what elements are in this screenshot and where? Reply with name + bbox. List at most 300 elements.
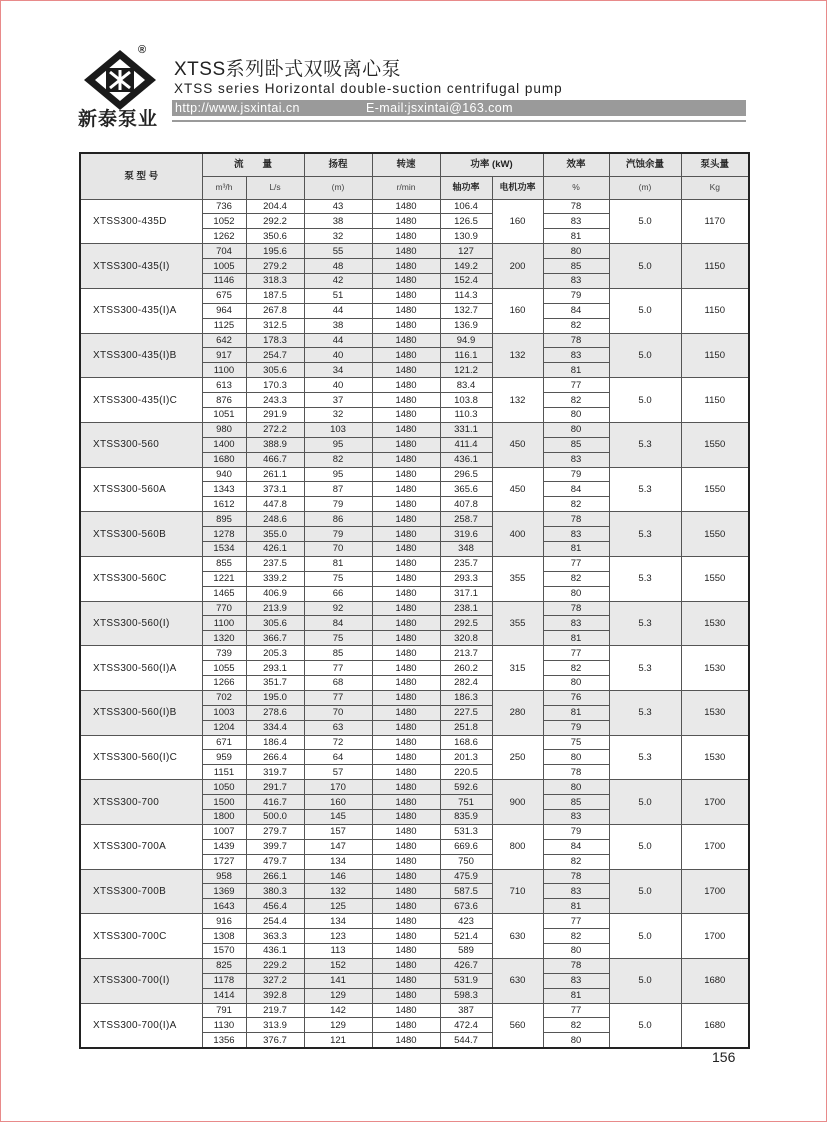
cell-flow-m3h: 876 xyxy=(202,393,246,408)
cell-speed: 1480 xyxy=(372,988,440,1003)
cell-speed: 1480 xyxy=(372,869,440,884)
table-row xyxy=(80,199,749,214)
cell-speed: 1480 xyxy=(372,616,440,631)
table-row xyxy=(80,824,749,839)
cell-speed: 1480 xyxy=(372,631,440,646)
cell-flow-ls: 178.3 xyxy=(246,333,304,348)
cell-flow-ls: 305.6 xyxy=(246,363,304,378)
unit-weight: Kg xyxy=(681,176,749,199)
cell-model: XTSS300-700(Ⅰ)A xyxy=(80,1003,202,1048)
cell-flow-m3h: 642 xyxy=(202,333,246,348)
cell-weight: 1150 xyxy=(681,378,749,423)
cell-shaft-power: 103.8 xyxy=(440,393,492,408)
cell-efficiency: 80 xyxy=(543,676,609,691)
cell-motor-power: 900 xyxy=(492,780,543,825)
cell-shaft-power: 114.3 xyxy=(440,288,492,303)
cell-speed: 1480 xyxy=(372,333,440,348)
cell-head: 70 xyxy=(304,541,372,556)
cell-shaft-power: 750 xyxy=(440,854,492,869)
cell-efficiency: 85 xyxy=(543,259,609,274)
cell-efficiency: 83 xyxy=(543,527,609,542)
cell-flow-m3h: 964 xyxy=(202,303,246,318)
cell-speed: 1480 xyxy=(372,467,440,482)
table-row xyxy=(80,556,749,571)
cell-shaft-power: 331.1 xyxy=(440,422,492,437)
cell-npsh: 5.0 xyxy=(609,333,681,378)
cell-efficiency: 78 xyxy=(543,958,609,973)
cell-head: 160 xyxy=(304,795,372,810)
cell-npsh: 5.3 xyxy=(609,735,681,780)
cell-speed: 1480 xyxy=(372,393,440,408)
cell-speed: 1480 xyxy=(372,720,440,735)
cell-model: XTSS300-435(Ⅰ)C xyxy=(80,378,202,423)
cell-flow-ls: 351.7 xyxy=(246,676,304,691)
cell-weight: 1680 xyxy=(681,958,749,1003)
cell-shaft-power: 319.6 xyxy=(440,527,492,542)
table-row xyxy=(80,735,749,750)
unit-shaft-power: 轴功率 xyxy=(440,176,492,199)
cell-efficiency: 82 xyxy=(543,571,609,586)
cell-head: 152 xyxy=(304,958,372,973)
cell-flow-m3h: 1204 xyxy=(202,720,246,735)
table-row xyxy=(80,378,749,393)
cell-efficiency: 78 xyxy=(543,869,609,884)
cell-npsh: 5.3 xyxy=(609,512,681,557)
cell-efficiency: 84 xyxy=(543,303,609,318)
cell-efficiency: 80 xyxy=(543,244,609,259)
cell-flow-m3h: 1178 xyxy=(202,973,246,988)
cell-efficiency: 77 xyxy=(543,646,609,661)
cell-head: 43 xyxy=(304,199,372,214)
cell-head: 68 xyxy=(304,676,372,691)
cell-efficiency: 84 xyxy=(543,482,609,497)
cell-weight: 1550 xyxy=(681,556,749,601)
cell-head: 103 xyxy=(304,422,372,437)
cell-shaft-power: 121.2 xyxy=(440,363,492,378)
cell-head: 48 xyxy=(304,259,372,274)
cell-flow-m3h: 1003 xyxy=(202,705,246,720)
cell-speed: 1480 xyxy=(372,497,440,512)
cell-head: 129 xyxy=(304,988,372,1003)
cell-efficiency: 78 xyxy=(543,601,609,616)
cell-weight: 1150 xyxy=(681,288,749,333)
cell-flow-m3h: 958 xyxy=(202,869,246,884)
cell-speed: 1480 xyxy=(372,378,440,393)
cell-npsh: 5.3 xyxy=(609,601,681,646)
brand-name: 新泰泵业 xyxy=(78,109,159,130)
cell-flow-ls: 204.4 xyxy=(246,199,304,214)
cell-head: 70 xyxy=(304,705,372,720)
cell-shaft-power: 260.2 xyxy=(440,661,492,676)
cell-flow-m3h: 1221 xyxy=(202,571,246,586)
cell-head: 170 xyxy=(304,780,372,795)
cell-head: 79 xyxy=(304,527,372,542)
cell-efficiency: 81 xyxy=(543,988,609,1003)
cell-motor-power: 160 xyxy=(492,199,543,244)
cell-weight: 1550 xyxy=(681,512,749,557)
cell-head: 113 xyxy=(304,944,372,959)
cell-shaft-power: 531.9 xyxy=(440,973,492,988)
cell-speed: 1480 xyxy=(372,839,440,854)
cell-motor-power: 132 xyxy=(492,333,543,378)
cell-efficiency: 83 xyxy=(543,273,609,288)
table-row xyxy=(80,914,749,929)
cell-model: XTSS300-700A xyxy=(80,824,202,869)
cell-efficiency: 85 xyxy=(543,437,609,452)
cell-head: 79 xyxy=(304,497,372,512)
cell-model: XTSS300-560 xyxy=(80,422,202,467)
cell-efficiency: 81 xyxy=(543,229,609,244)
cell-head: 44 xyxy=(304,303,372,318)
cell-shaft-power: 673.6 xyxy=(440,899,492,914)
cell-head: 51 xyxy=(304,288,372,303)
cell-flow-ls: 312.5 xyxy=(246,318,304,333)
cell-flow-m3h: 1612 xyxy=(202,497,246,512)
cell-model: XTSS300-700 xyxy=(80,780,202,825)
cell-shaft-power: 387 xyxy=(440,1003,492,1018)
cell-shaft-power: 213.7 xyxy=(440,646,492,661)
cell-flow-ls: 279.2 xyxy=(246,259,304,274)
cell-speed: 1480 xyxy=(372,810,440,825)
cell-speed: 1480 xyxy=(372,899,440,914)
table-row xyxy=(80,869,749,884)
cell-shaft-power: 130.9 xyxy=(440,229,492,244)
cell-head: 66 xyxy=(304,586,372,601)
cell-efficiency: 85 xyxy=(543,795,609,810)
cell-flow-ls: 388.9 xyxy=(246,437,304,452)
cell-npsh: 5.0 xyxy=(609,824,681,869)
header-speed: 转速 xyxy=(372,153,440,176)
cell-flow-m3h: 1570 xyxy=(202,944,246,959)
cell-speed: 1480 xyxy=(372,929,440,944)
cell-efficiency: 79 xyxy=(543,720,609,735)
cell-motor-power: 355 xyxy=(492,556,543,601)
cell-flow-m3h: 980 xyxy=(202,422,246,437)
cell-flow-ls: 266.1 xyxy=(246,869,304,884)
cell-flow-ls: 278.6 xyxy=(246,705,304,720)
cell-model: XTSS300-560(Ⅰ)A xyxy=(80,646,202,691)
cell-head: 82 xyxy=(304,452,372,467)
cell-flow-m3h: 1800 xyxy=(202,810,246,825)
cell-head: 34 xyxy=(304,363,372,378)
cell-weight: 1530 xyxy=(681,690,749,735)
cell-flow-m3h: 1130 xyxy=(202,1018,246,1033)
cell-flow-ls: 243.3 xyxy=(246,393,304,408)
cell-flow-ls: 406.9 xyxy=(246,586,304,601)
cell-flow-m3h: 675 xyxy=(202,288,246,303)
cell-weight: 1700 xyxy=(681,780,749,825)
cell-flow-m3h: 1500 xyxy=(202,795,246,810)
cell-head: 38 xyxy=(304,214,372,229)
cell-flow-m3h: 825 xyxy=(202,958,246,973)
cell-motor-power: 200 xyxy=(492,244,543,289)
cell-efficiency: 83 xyxy=(543,214,609,229)
cell-head: 55 xyxy=(304,244,372,259)
cell-speed: 1480 xyxy=(372,705,440,720)
cell-flow-ls: 318.3 xyxy=(246,273,304,288)
cell-speed: 1480 xyxy=(372,452,440,467)
cell-model: XTSS300-700C xyxy=(80,914,202,959)
cell-flow-m3h: 917 xyxy=(202,348,246,363)
email-link[interactable]: E-mail:jsxintai@163.com xyxy=(366,101,513,115)
cell-head: 40 xyxy=(304,348,372,363)
cell-efficiency: 83 xyxy=(543,452,609,467)
unit-npsh: (m) xyxy=(609,176,681,199)
cell-flow-ls: 291.7 xyxy=(246,780,304,795)
table-row xyxy=(80,646,749,661)
cell-flow-ls: 187.5 xyxy=(246,288,304,303)
cell-speed: 1480 xyxy=(372,586,440,601)
table-row xyxy=(80,512,749,527)
website-link[interactable]: http://www.jsxintai.cn xyxy=(175,101,300,115)
cell-flow-ls: 313.9 xyxy=(246,1018,304,1033)
cell-shaft-power: 531.3 xyxy=(440,824,492,839)
cell-flow-m3h: 1343 xyxy=(202,482,246,497)
cell-npsh: 5.3 xyxy=(609,556,681,601)
header-divider xyxy=(172,120,746,122)
cell-head: 84 xyxy=(304,616,372,631)
cell-flow-m3h: 940 xyxy=(202,467,246,482)
cell-head: 38 xyxy=(304,318,372,333)
cell-flow-m3h: 1278 xyxy=(202,527,246,542)
cell-shaft-power: 426.7 xyxy=(440,958,492,973)
cell-efficiency: 81 xyxy=(543,541,609,556)
cell-shaft-power: 152.4 xyxy=(440,273,492,288)
cell-efficiency: 82 xyxy=(543,929,609,944)
cell-efficiency: 83 xyxy=(543,884,609,899)
cell-speed: 1480 xyxy=(372,318,440,333)
cell-npsh: 5.0 xyxy=(609,958,681,1003)
cell-model: XTSS300-560(Ⅰ)C xyxy=(80,735,202,780)
cell-head: 77 xyxy=(304,661,372,676)
cell-head: 134 xyxy=(304,914,372,929)
cell-flow-m3h: 1356 xyxy=(202,1033,246,1048)
cell-speed: 1480 xyxy=(372,214,440,229)
cell-efficiency: 75 xyxy=(543,735,609,750)
cell-motor-power: 630 xyxy=(492,914,543,959)
cell-head: 42 xyxy=(304,273,372,288)
cell-motor-power: 800 xyxy=(492,824,543,869)
cell-head: 95 xyxy=(304,437,372,452)
cell-shaft-power: 587.5 xyxy=(440,884,492,899)
cell-shaft-power: 227.5 xyxy=(440,705,492,720)
cell-shaft-power: 751 xyxy=(440,795,492,810)
page-number: 156 xyxy=(712,1049,736,1065)
cell-shaft-power: 411.4 xyxy=(440,437,492,452)
cell-head: 146 xyxy=(304,869,372,884)
cell-flow-m3h: 1262 xyxy=(202,229,246,244)
cell-speed: 1480 xyxy=(372,482,440,497)
cell-speed: 1480 xyxy=(372,1033,440,1048)
cell-head: 125 xyxy=(304,899,372,914)
cell-shaft-power: 407.8 xyxy=(440,497,492,512)
cell-efficiency: 83 xyxy=(543,616,609,631)
cell-flow-ls: 291.9 xyxy=(246,407,304,422)
cell-speed: 1480 xyxy=(372,512,440,527)
cell-weight: 1550 xyxy=(681,467,749,512)
cell-flow-ls: 380.3 xyxy=(246,884,304,899)
header-efficiency: 效率 xyxy=(543,153,609,176)
cell-flow-m3h: 791 xyxy=(202,1003,246,1018)
cell-flow-m3h: 1266 xyxy=(202,676,246,691)
cell-flow-ls: 456.4 xyxy=(246,899,304,914)
cell-npsh: 5.0 xyxy=(609,378,681,423)
cell-speed: 1480 xyxy=(372,795,440,810)
cell-flow-ls: 254.4 xyxy=(246,914,304,929)
cell-shaft-power: 293.3 xyxy=(440,571,492,586)
cell-efficiency: 77 xyxy=(543,1003,609,1018)
cell-flow-ls: 466.7 xyxy=(246,452,304,467)
cell-flow-ls: 339.2 xyxy=(246,571,304,586)
cell-efficiency: 81 xyxy=(543,705,609,720)
cell-speed: 1480 xyxy=(372,363,440,378)
cell-flow-m3h: 1414 xyxy=(202,988,246,1003)
cell-flow-m3h: 1308 xyxy=(202,929,246,944)
cell-flow-ls: 195.6 xyxy=(246,244,304,259)
cell-speed: 1480 xyxy=(372,601,440,616)
cell-flow-m3h: 1125 xyxy=(202,318,246,333)
cell-flow-ls: 205.3 xyxy=(246,646,304,661)
cell-efficiency: 81 xyxy=(543,899,609,914)
cell-head: 44 xyxy=(304,333,372,348)
table-row xyxy=(80,333,749,348)
header-npsh: 汽蚀余量 xyxy=(609,153,681,176)
cell-model: XTSS300-435(Ⅰ)B xyxy=(80,333,202,378)
cell-head: 75 xyxy=(304,571,372,586)
cell-efficiency: 81 xyxy=(543,631,609,646)
header-flow: 流 量 xyxy=(202,153,304,176)
cell-head: 134 xyxy=(304,854,372,869)
cell-flow-m3h: 1400 xyxy=(202,437,246,452)
cell-speed: 1480 xyxy=(372,661,440,676)
cell-efficiency: 82 xyxy=(543,393,609,408)
unit-efficiency: % xyxy=(543,176,609,199)
cell-flow-m3h: 1439 xyxy=(202,839,246,854)
cell-flow-ls: 327.2 xyxy=(246,973,304,988)
cell-efficiency: 82 xyxy=(543,1018,609,1033)
cell-efficiency: 80 xyxy=(543,586,609,601)
cell-efficiency: 83 xyxy=(543,810,609,825)
cell-speed: 1480 xyxy=(372,303,440,318)
cell-motor-power: 450 xyxy=(492,467,543,512)
cell-efficiency: 77 xyxy=(543,556,609,571)
registered-mark: ® xyxy=(138,44,147,56)
cell-head: 132 xyxy=(304,884,372,899)
unit-motor-power: 电机功率 xyxy=(492,176,543,199)
table-body xyxy=(80,199,749,1048)
cell-speed: 1480 xyxy=(372,199,440,214)
cell-flow-m3h: 1680 xyxy=(202,452,246,467)
cell-shaft-power: 592.6 xyxy=(440,780,492,795)
cell-flow-ls: 366.7 xyxy=(246,631,304,646)
cell-flow-ls: 426.1 xyxy=(246,541,304,556)
cell-flow-m3h: 959 xyxy=(202,750,246,765)
cell-shaft-power: 83.4 xyxy=(440,378,492,393)
cell-speed: 1480 xyxy=(372,1003,440,1018)
cell-flow-m3h: 916 xyxy=(202,914,246,929)
cell-speed: 1480 xyxy=(372,750,440,765)
cell-weight: 1150 xyxy=(681,244,749,289)
cell-flow-m3h: 1100 xyxy=(202,363,246,378)
cell-shaft-power: 835.9 xyxy=(440,810,492,825)
cell-shaft-power: 589 xyxy=(440,944,492,959)
cell-shaft-power: 669.6 xyxy=(440,839,492,854)
cell-flow-m3h: 895 xyxy=(202,512,246,527)
cell-shaft-power: 521.4 xyxy=(440,929,492,944)
cell-speed: 1480 xyxy=(372,884,440,899)
cell-flow-ls: 279.7 xyxy=(246,824,304,839)
cell-shaft-power: 136.9 xyxy=(440,318,492,333)
cell-shaft-power: 235.7 xyxy=(440,556,492,571)
cell-flow-m3h: 1151 xyxy=(202,765,246,780)
cell-efficiency: 79 xyxy=(543,824,609,839)
cell-npsh: 5.3 xyxy=(609,690,681,735)
cell-speed: 1480 xyxy=(372,527,440,542)
cell-flow-ls: 254.7 xyxy=(246,348,304,363)
table-row xyxy=(80,601,749,616)
cell-head: 86 xyxy=(304,512,372,527)
cell-model: XTSS300-560A xyxy=(80,467,202,512)
cell-speed: 1480 xyxy=(372,914,440,929)
cell-weight: 1700 xyxy=(681,824,749,869)
cell-weight: 1700 xyxy=(681,914,749,959)
table-row xyxy=(80,690,749,705)
cell-weight: 1550 xyxy=(681,422,749,467)
cell-efficiency: 84 xyxy=(543,839,609,854)
table-header xyxy=(80,153,749,199)
cell-flow-ls: 376.7 xyxy=(246,1033,304,1048)
cell-flow-m3h: 1643 xyxy=(202,899,246,914)
cell-flow-m3h: 702 xyxy=(202,690,246,705)
cell-flow-m3h: 1051 xyxy=(202,407,246,422)
cell-shaft-power: 110.3 xyxy=(440,407,492,422)
cell-shaft-power: 238.1 xyxy=(440,601,492,616)
cell-flow-ls: 266.4 xyxy=(246,750,304,765)
cell-flow-ls: 479.7 xyxy=(246,854,304,869)
cell-speed: 1480 xyxy=(372,676,440,691)
cell-model: XTSS300-435(Ⅰ)A xyxy=(80,288,202,333)
cell-efficiency: 82 xyxy=(543,497,609,512)
cell-shaft-power: 258.7 xyxy=(440,512,492,527)
table-row xyxy=(80,780,749,795)
cell-npsh: 5.0 xyxy=(609,780,681,825)
table-row xyxy=(80,244,749,259)
cell-head: 141 xyxy=(304,973,372,988)
cell-npsh: 5.3 xyxy=(609,646,681,691)
cell-flow-m3h: 1534 xyxy=(202,541,246,556)
cell-flow-ls: 392.8 xyxy=(246,988,304,1003)
cell-model: XTSS300-560B xyxy=(80,512,202,557)
cell-flow-m3h: 770 xyxy=(202,601,246,616)
cell-motor-power: 280 xyxy=(492,690,543,735)
cell-shaft-power: 317.1 xyxy=(440,586,492,601)
cell-speed: 1480 xyxy=(372,407,440,422)
table-row xyxy=(80,288,749,303)
cell-head: 123 xyxy=(304,929,372,944)
cell-flow-m3h: 1465 xyxy=(202,586,246,601)
cell-speed: 1480 xyxy=(372,288,440,303)
cell-efficiency: 80 xyxy=(543,407,609,422)
cell-speed: 1480 xyxy=(372,571,440,586)
cell-head: 147 xyxy=(304,839,372,854)
cell-weight: 1680 xyxy=(681,1003,749,1048)
cell-speed: 1480 xyxy=(372,229,440,244)
cell-flow-ls: 267.8 xyxy=(246,303,304,318)
cell-motor-power: 450 xyxy=(492,422,543,467)
cell-model: XTSS300-560(Ⅰ) xyxy=(80,601,202,646)
cell-flow-m3h: 739 xyxy=(202,646,246,661)
cell-head: 145 xyxy=(304,810,372,825)
